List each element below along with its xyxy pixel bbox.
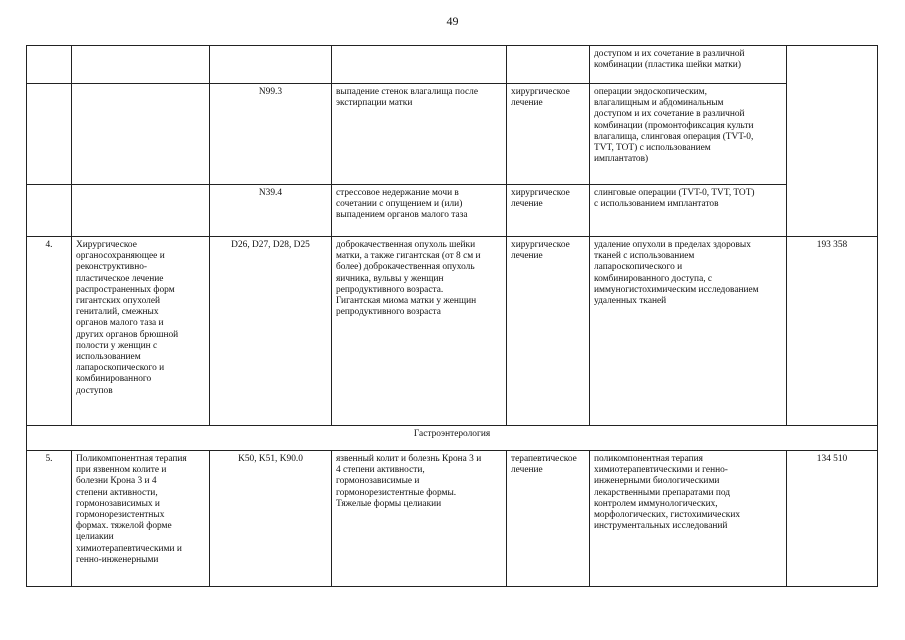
icd-codes-cell: N39.4 xyxy=(210,185,332,237)
cell-line: 4 степени активности, xyxy=(336,465,425,476)
treatment-type-cell xyxy=(507,237,590,426)
cell-line: терапевтическое xyxy=(511,454,577,464)
cell-line: органов малого таза и xyxy=(76,318,164,329)
cell-line: выпадение стенок влагалища после xyxy=(336,87,478,97)
cell-line: тканей с использованием xyxy=(594,251,695,262)
cell-line: TVT, TOT) с использованием xyxy=(594,143,711,154)
treatment-table xyxy=(26,45,878,587)
method-group-name-cell xyxy=(72,84,210,185)
cell-line: распространенных форм xyxy=(76,284,175,295)
method-group-name-cell xyxy=(72,237,210,426)
row-number-cell: 4. xyxy=(27,237,72,426)
cell-line: удаленных тканей xyxy=(594,296,667,307)
diagnosis-cell xyxy=(332,451,507,587)
cell-line: имплантатов) xyxy=(594,154,649,165)
cell-line: слинговые операции (TVT-0, TVT, TOT) xyxy=(594,188,755,198)
method-group-name-cell xyxy=(72,451,210,587)
cell-line: целиакии xyxy=(76,532,114,543)
cell-line: репродуктивного возраста. xyxy=(336,284,444,295)
row-number-cell xyxy=(27,84,72,185)
cell-line: инженерными биологическими xyxy=(594,476,720,487)
cell-line: химиотерапевтическими и xyxy=(76,543,182,554)
cell-line: гигантских опухолей xyxy=(76,296,161,307)
cell-line: лекарственными препаратами под xyxy=(594,487,731,498)
table-row xyxy=(27,84,878,185)
row-number-cell: 5. xyxy=(27,451,72,587)
row-number-cell xyxy=(27,46,72,84)
cell-line: влагалища, слинговая операция (TVT-0, xyxy=(594,131,754,142)
cell-line: гормонозависимые и xyxy=(336,476,420,487)
diagnosis-cell xyxy=(332,84,507,185)
table-row xyxy=(27,46,878,84)
cell-line: генно-инженерными xyxy=(76,554,159,565)
cell-line: хирургическое xyxy=(511,240,570,250)
cell-line: лапароскопического и xyxy=(76,363,165,374)
cell-line: пластическое лечение xyxy=(76,273,164,284)
cell-line: степени активности, xyxy=(76,487,158,498)
cell-line: полости у женщин с xyxy=(76,340,158,351)
cell-line: комбинированного доступа, с xyxy=(594,273,713,284)
section-row xyxy=(27,426,878,451)
cost-cell: 134 510 xyxy=(787,451,878,587)
cell-line: контролем иммунологических, xyxy=(594,498,718,509)
cell-line: Поликомпонентная терапия xyxy=(76,454,187,464)
page-number: 49 xyxy=(446,14,459,28)
cell-line: формах. тяжелой форме xyxy=(76,521,172,532)
cell-line: при язвенном колите и xyxy=(76,465,167,476)
cell-line: Хирургическое xyxy=(76,240,137,250)
cell-line: экстирпации матки xyxy=(336,98,413,109)
cell-line: яичника, вульвы у женщин xyxy=(336,273,444,284)
cell-line: иммуногистохимическим исследованием xyxy=(594,284,759,295)
cell-line: матки, а также гигантская (от 8 см и xyxy=(336,251,481,262)
section-title: Гастроэнтерология xyxy=(27,426,878,451)
cell-line: стрессовое недержание мочи в xyxy=(336,188,459,198)
diagnosis-cell xyxy=(332,185,507,237)
cell-line: болезни Крона 3 и 4 xyxy=(76,476,157,487)
icd-codes-cell xyxy=(210,46,332,84)
cell-line: выпадением органов малого таза xyxy=(336,210,468,221)
cell-line: гормонорезистентные формы. xyxy=(336,487,457,498)
cell-line: репродуктивного возраста xyxy=(336,307,441,318)
cell-line: сочетании с опущением и (или) xyxy=(336,199,463,210)
cost-cell xyxy=(787,46,878,237)
method-group-name-cell xyxy=(72,185,210,237)
treatment-type-cell xyxy=(507,451,590,587)
method-group-name-cell xyxy=(72,46,210,84)
cell-line: комбинированного xyxy=(76,374,152,385)
cell-line: комбинации (промонтофиксация культи xyxy=(594,120,754,131)
cell-line: влагалищным и абдоминальным xyxy=(594,98,724,109)
cell-line: операции эндоскопическим, xyxy=(594,87,707,97)
cell-line: более) доброкачественная опухоль xyxy=(336,262,475,273)
cell-line: с использованием имплантатов xyxy=(594,199,719,210)
treatment-type-cell xyxy=(507,185,590,237)
cell-line: поликомпонентная терапия xyxy=(594,454,703,464)
treatment-method-cell xyxy=(590,84,787,185)
cell-line: реконструктивно- xyxy=(76,262,148,273)
cell-line: язвенный колит и болезнь Крона 3 и xyxy=(336,454,482,464)
cell-line: лапароскопического и xyxy=(594,262,683,273)
table-row xyxy=(27,237,878,426)
treatment-method-cell xyxy=(590,237,787,426)
treatment-type-cell xyxy=(507,46,590,84)
cell-line: доступов xyxy=(76,385,113,396)
cell-line: гормонорезистентных xyxy=(76,510,165,521)
cell-line: хирургическое xyxy=(511,87,570,97)
cell-line: инструментальных исследований xyxy=(594,521,728,532)
treatment-method-cell xyxy=(590,46,787,84)
cell-line: использованием xyxy=(76,352,141,363)
cell-line: гениталий, смежных xyxy=(76,307,159,318)
cell-line: Гигантская миома матки у женщин xyxy=(336,296,477,307)
cost-cell: 193 358 xyxy=(787,237,878,426)
cell-line: лечение xyxy=(511,465,543,476)
icd-codes-cell: D26, D27, D28, D25 xyxy=(210,237,332,426)
treatment-method-cell xyxy=(590,451,787,587)
cell-line: других органов брюшной xyxy=(76,329,179,340)
treatment-method-cell xyxy=(590,185,787,237)
cell-line: гормонозависимых и xyxy=(76,498,160,509)
treatment-type-cell xyxy=(507,84,590,185)
cell-line: доброкачественная опухоль шейки xyxy=(336,240,476,250)
cell-line: органосохраняющее и xyxy=(76,251,165,262)
cell-line: комбинации (пластика шейки матки) xyxy=(594,60,741,71)
cell-line: Тяжелые формы целиакии xyxy=(336,498,442,509)
diagnosis-cell xyxy=(332,237,507,426)
cell-line: доступом и их сочетание в различной xyxy=(594,109,745,120)
cell-line: лечение xyxy=(511,251,543,262)
cell-line: морфологических, гистохимических xyxy=(594,510,741,521)
cell-line: доступом и их сочетание в различной xyxy=(594,49,745,59)
cell-line: хирургическое xyxy=(511,188,570,198)
diagnosis-cell xyxy=(332,46,507,84)
cell-line: химиотерапевтическими и генно- xyxy=(594,465,728,476)
icd-codes-cell: K50, K51, K90.0 xyxy=(210,451,332,587)
cell-line: лечение xyxy=(511,98,543,109)
icd-codes-cell: N99.3 xyxy=(210,84,332,185)
cell-line: удаление опухоли в пределах здоровых xyxy=(594,240,751,250)
table-row xyxy=(27,451,878,587)
table-row xyxy=(27,185,878,237)
row-number-cell xyxy=(27,185,72,237)
cell-line: лечение xyxy=(511,199,543,210)
